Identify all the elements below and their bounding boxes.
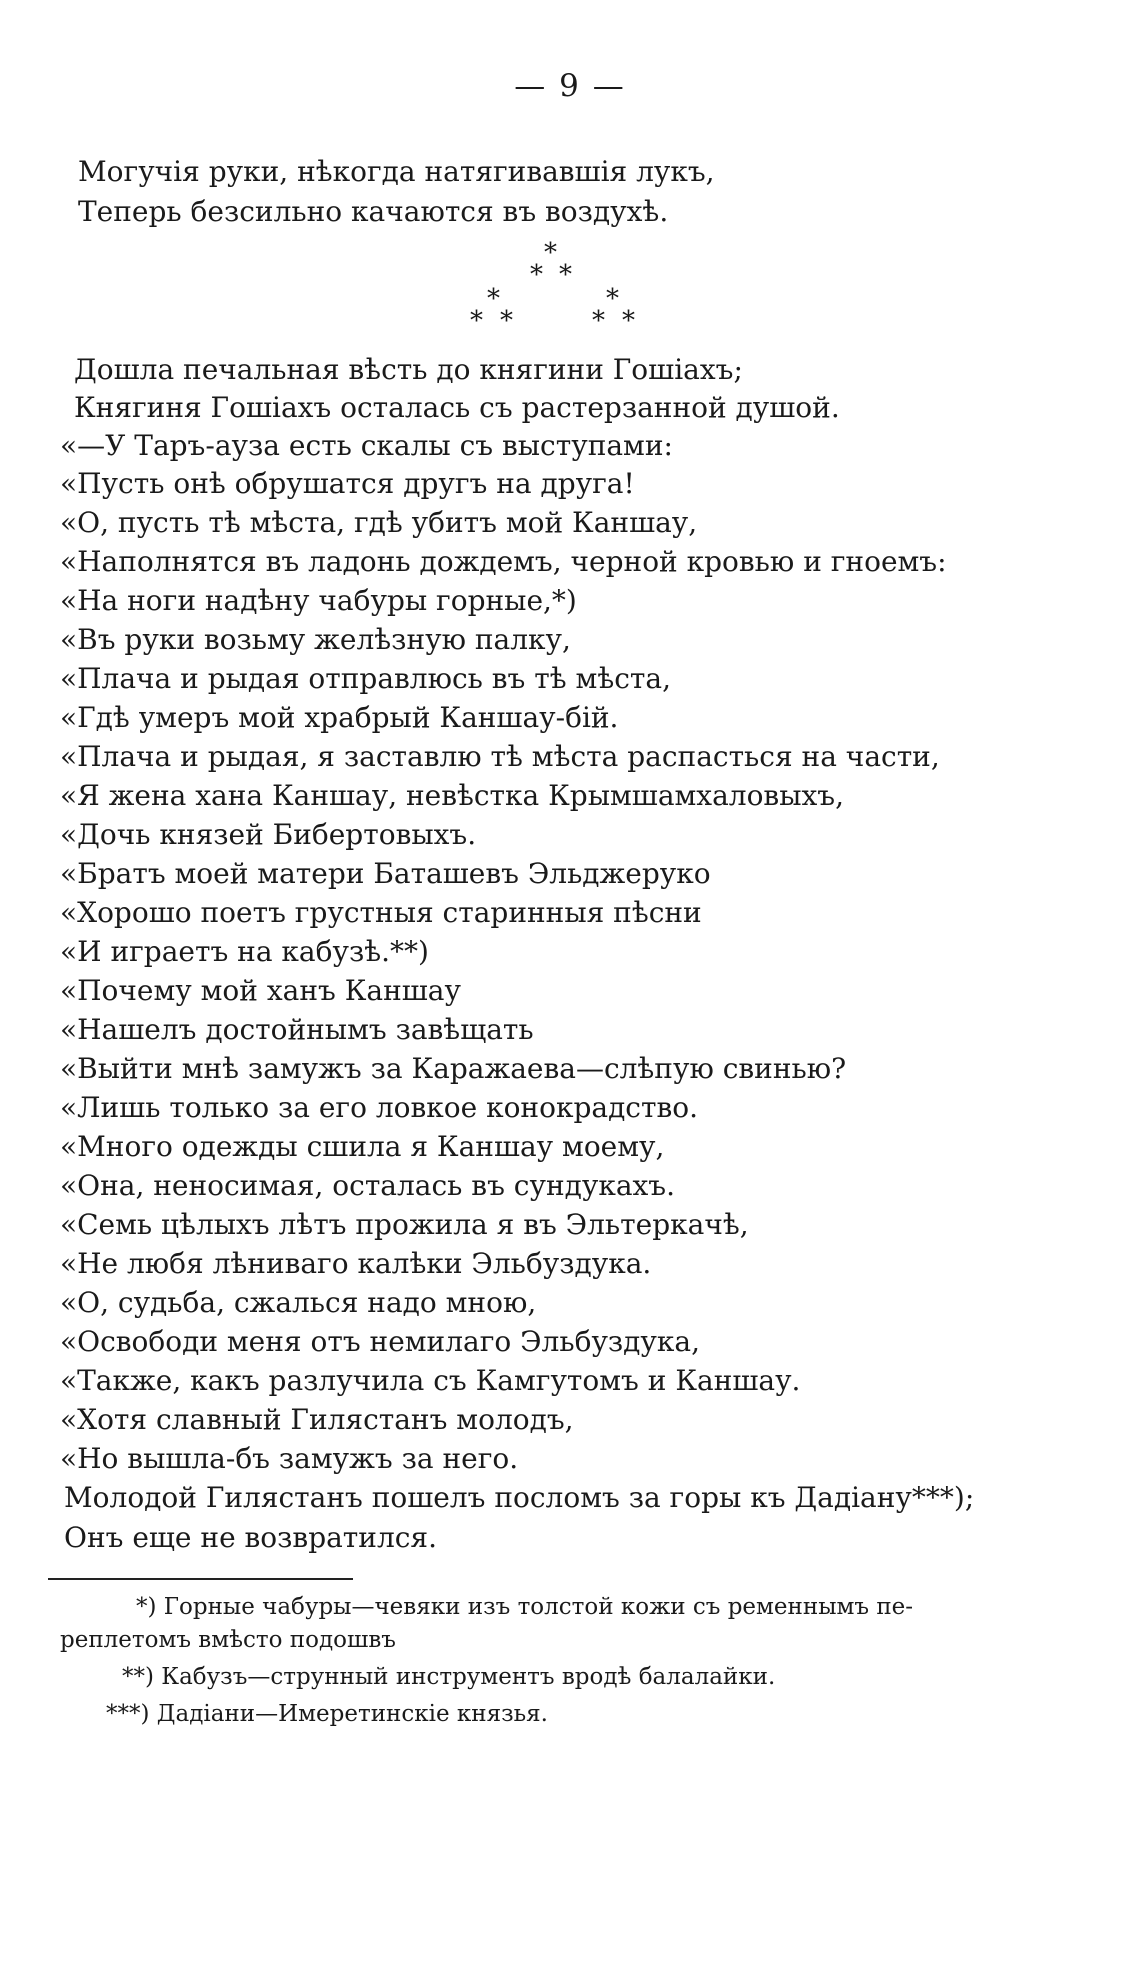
poem-line: «Въ руки возьму желѣзную палку,	[60, 623, 571, 656]
poem-line: Молодой Гилястанъ пошелъ посломъ за горы къ Дадіану***);	[64, 1481, 975, 1514]
footnote: реплетомъ вмѣсто подошвъ	[60, 1627, 396, 1653]
footnote: ***) Дадіани—Имеретинскіе князья.	[106, 1701, 548, 1727]
poem-line: «Почему мой ханъ Каншау	[60, 974, 461, 1007]
asterism-star: *	[470, 306, 483, 336]
poem-line: «—У Таръ-ауза есть скалы съ выступами:	[60, 429, 673, 462]
footnote: **) Кабузъ—струнный инструментъ вродѣ балалайки.	[122, 1664, 776, 1690]
poem-line: «Но вышла-бъ замужъ за него.	[60, 1442, 519, 1475]
poem-line: «Также, какъ разлучила съ Камгутомъ и Каншау.	[60, 1364, 801, 1397]
poem-line: Теперь безсильно качаются въ воздухѣ.	[78, 195, 669, 228]
poem-line: «Плача и рыдая отправлюсь въ тѣ мѣста,	[60, 662, 671, 695]
poem-line: «Дочь князей Бибертовыхъ.	[60, 818, 477, 851]
poem-line: «И играетъ на кабузѣ.**)	[60, 935, 429, 968]
asterism-star: *	[500, 306, 513, 336]
poem-line: «Я жена хана Каншау, невѣстка Крымшамхаловыхъ,	[60, 779, 844, 812]
poem-line: «О, пусть тѣ мѣста, гдѣ убитъ мой Каншау,	[60, 506, 698, 539]
poem-line: Княгиня Гошіахъ осталась съ растерзанной душой.	[74, 391, 840, 424]
poem-line: «Плача и рыдая, я заставлю тѣ мѣста распасться на части,	[60, 740, 940, 773]
poem-line: «Лишь только за его ловкое конокрадство.	[60, 1091, 698, 1124]
poem-line: «Хотя славный Гилястанъ молодъ,	[60, 1403, 574, 1436]
asterism-star: *	[606, 284, 619, 314]
asterism-star: *	[530, 260, 543, 290]
poem-line: Онъ еще не возвратился.	[64, 1521, 437, 1554]
footnote-divider	[48, 1578, 353, 1580]
poem-line: «Гдѣ умеръ мой храбрый Каншау-бій.	[60, 701, 619, 734]
poem-line: «Семь цѣлыхъ лѣтъ прожила я въ Эльтеркачѣ,	[60, 1208, 749, 1241]
poem-line: «Выйти мнѣ замужъ за Каражаева—слѣпую свинью?	[60, 1052, 847, 1085]
asterism-star: *	[559, 260, 572, 290]
poem-line: Могучія руки, нѣкогда натягивавшія лукъ,	[78, 155, 715, 188]
poem-line: «Много одежды сшила я Каншау моему,	[60, 1130, 665, 1163]
asterism-star: *	[622, 306, 635, 336]
asterism-star: *	[592, 306, 605, 336]
poem-line: «На ноги надѣну чабуры горные,*)	[60, 584, 577, 617]
poem-line: «Наполнятся въ ладонь дождемъ, черной кровью и гноемъ:	[60, 545, 947, 578]
footnote: *) Горные чабуры—чевяки изъ толстой кожи съ ременнымъ пе-	[136, 1594, 914, 1620]
poem-line: «Нашелъ достойнымъ завѣщать	[60, 1013, 534, 1046]
asterism-star: *	[544, 238, 557, 268]
poem-line: «Освободи меня отъ немилаго Эльбуздука,	[60, 1325, 700, 1358]
poem-line: Дошла печальная вѣсть до княгини Гошіахъ;	[74, 353, 743, 386]
poem-line: «О, судьба, сжалься надо мною,	[60, 1286, 537, 1319]
poem-line: «Она, неносимая, осталась въ сундукахъ.	[60, 1169, 676, 1202]
poem-line: «Пусть онѣ обрушатся другъ на друга!	[60, 467, 635, 500]
poem-line: «Не любя лѣниваго калѣки Эльбуздука.	[60, 1247, 652, 1280]
page-number: — 9 —	[514, 68, 626, 104]
poem-line: «Хорошо поетъ грустныя старинныя пѣсни	[60, 896, 702, 929]
asterism-star: *	[487, 284, 500, 314]
poem-line: «Братъ моей матери Баташевъ Эльджеруко	[60, 857, 711, 890]
